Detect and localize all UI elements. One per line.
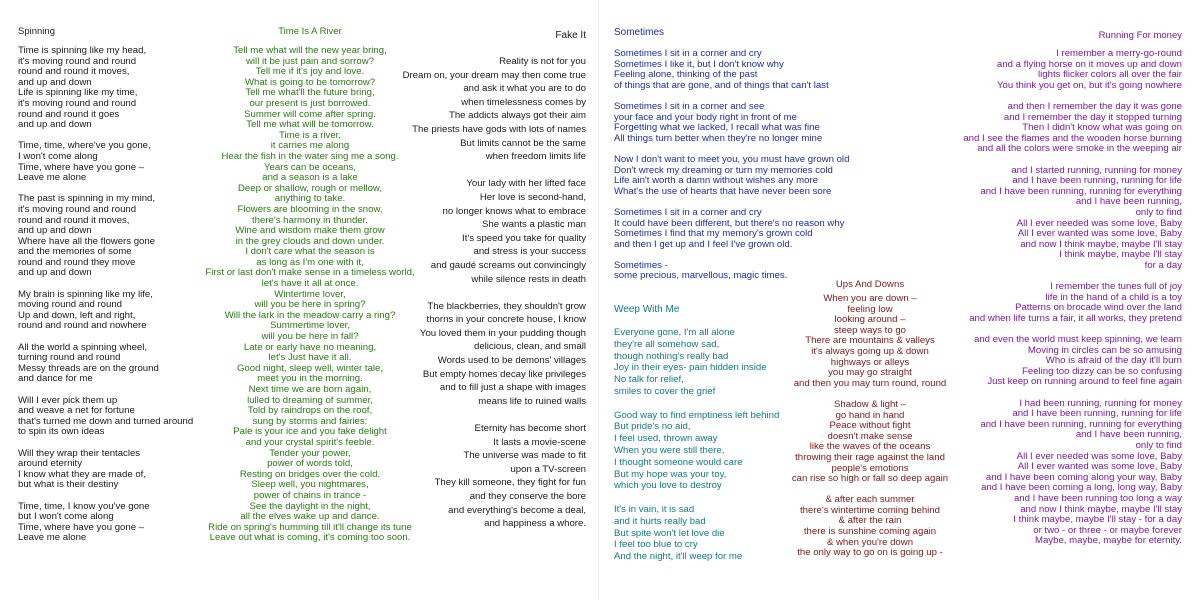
poem-line: the only way to go on is going up - <box>797 547 943 559</box>
poem-line: Will I ever pick them up <box>18 394 118 406</box>
poem-line: while silence rests in death <box>471 273 586 285</box>
poem-line: My brain is spinning like my life, <box>18 288 153 300</box>
poem-line: anything to take. <box>274 193 346 205</box>
poem-line: All I ever needed was some love, Baby <box>1016 217 1182 229</box>
poem-line: and I have been running too long a way <box>1013 492 1182 504</box>
poem-line: though nothing's really bad <box>614 350 729 362</box>
poem-lines-running-for-money <box>940 49 1182 547</box>
poem-title-ups-and-downs: Ups And Downs <box>835 279 905 290</box>
poem-title-time-is-a-river: Time Is A River <box>278 26 342 37</box>
poem-line: and now I think maybe, maybe I'll stay <box>1020 503 1182 515</box>
poem-line: Leave me alone <box>18 172 87 184</box>
poem-line: It's speed you take for quality <box>462 232 586 244</box>
poem-line: Sleep well, you nightmares, <box>251 479 369 491</box>
poem-line: I feel used, thrown away <box>614 433 718 445</box>
poem-line: and I have been coming along your way, Baby <box>985 471 1182 483</box>
poem-line: it's moving round and round <box>18 203 137 215</box>
poem-line: and it hurts really bad <box>614 515 706 527</box>
poem-line: When you are down – <box>823 293 917 304</box>
poem-line: Tell me if it's joy and love. <box>255 66 365 78</box>
poem-line: Just keep on running around to feel fine again <box>987 376 1182 388</box>
poem-line: All the world a spinning wheel, <box>18 341 148 353</box>
poem-line: The blackberries, they shouldn't grow <box>427 300 586 312</box>
poem-line: Will they wrap their tentacles <box>18 447 141 459</box>
poem-line: But spite won't let love die <box>614 527 725 539</box>
poem-title-sometimes: Sometimes <box>614 27 665 38</box>
poem-line: Ride on spring's humming till it'll change its tune <box>208 521 412 533</box>
poem-line: Told by raindrops on the roof, <box>247 405 373 417</box>
poem-line: The past is spinning in my mind, <box>18 193 156 205</box>
poem-line: Flowers are blooming in the snow, <box>237 203 383 215</box>
poem-line: Leave out what is coming, it's coming too soon. <box>209 532 411 544</box>
poem-line: Summertime lover, <box>270 320 350 332</box>
poem-line: & when you're down <box>826 536 914 548</box>
poem-line: Sometimes I sit in a corner and see <box>614 100 765 112</box>
poem-line: Sometimes I sit in a corner and cry <box>614 206 762 218</box>
poem-line: Up and down, left and right, <box>18 309 136 321</box>
poem-line: will you be here in fall? <box>261 331 359 343</box>
poem-line: Forgetting what we lacked, I recall what was fine <box>614 122 820 134</box>
poem-line: Your lady with her lifted face <box>466 178 586 190</box>
poem-line: steep ways to go <box>834 324 906 336</box>
poem-line: round and round it moves, <box>18 66 130 78</box>
poem-line: when freedom limits life <box>485 151 586 163</box>
poem-line: She wants a plastic man <box>482 219 586 231</box>
poem-line: they're all somehow sad, <box>614 338 720 350</box>
poem-line: Shadow & light – <box>834 398 906 410</box>
poem-line: What's the use of hearts that have never been sore <box>614 185 832 197</box>
poem-line: and all the colors were smoke in the weeping air <box>977 143 1182 155</box>
poem-line: round and round it goes <box>18 108 120 120</box>
poem-line: The universe was made to fit <box>463 450 586 462</box>
poem-line: Where have all the flowers gone <box>18 235 156 247</box>
poem-line: and up and down <box>18 225 92 237</box>
poem-line: moving round and round <box>18 299 123 311</box>
poem-line: Deep or shallow, rough or mellow, <box>238 182 382 194</box>
poem-line: and I remember the day it stopped turning <box>1003 111 1182 123</box>
poem-line: Resting on bridges over the cold. <box>239 468 381 480</box>
poem-title-spinning: Spinning <box>18 26 55 37</box>
poem-line: Leave me alone <box>18 532 87 544</box>
poem-line: and the memories of some <box>18 246 132 258</box>
poem-line: that's turned me down and turned around <box>18 415 194 427</box>
poem-line: But empty homes decay like privileges <box>422 368 586 380</box>
poem-line: Time is a river, <box>278 129 341 141</box>
poem-title-fake-it: Fake It <box>555 30 586 41</box>
poem-line: and I have been coming a long, long way, Baby <box>981 482 1182 494</box>
poem-line: and now I think maybe, maybe I'll stay <box>1020 238 1182 250</box>
poem-line: will you be here in spring? <box>254 299 366 311</box>
poem-line: Time, where have you gone – <box>18 521 145 533</box>
poem-line: Good night, sleep well, winter tale, <box>236 362 384 374</box>
poem-line: Time is spinning like my head, <box>18 45 147 56</box>
poem-line: round and round they move <box>18 256 136 268</box>
poem-line: Peace without fight <box>829 420 911 432</box>
poem-line: for a day <box>1144 259 1182 271</box>
poem-line: which you love to destroy <box>614 480 722 492</box>
poem-line: people's emotions <box>831 462 909 474</box>
poem-line: go hand in hand <box>835 409 905 421</box>
poem-line: and I have been running, running for life <box>1012 175 1182 187</box>
poem-title-running-for-money: Running For money <box>1098 30 1182 41</box>
poem-line: in the grey clouds and down under. <box>235 235 385 247</box>
poem-line: I don't care what the season is <box>245 246 375 258</box>
poem-lines-time-is-a-river <box>185 46 435 544</box>
poem-line: I had been running, running for money <box>1019 397 1182 409</box>
poem-line: feeling low <box>847 303 893 315</box>
poem-line: Then I didn't know what was going on <box>1022 122 1182 134</box>
poem-line: Eternity has become short <box>474 423 586 435</box>
poem-line: to spin its own ideas <box>18 426 105 438</box>
poem-line: and when life turns a fair, it all works, they pretend <box>969 312 1182 324</box>
poem-line <box>940 155 1182 166</box>
poem-line: and ask it what you are to do <box>463 83 586 95</box>
poem-line: No talk for relief, <box>614 374 684 386</box>
poem-line: & after each summer <box>825 494 915 506</box>
poem-line: Time, time, I know you've gone <box>18 500 150 512</box>
poem-line: Reality is not for you <box>499 56 586 67</box>
poem-line: & after the rain <box>838 515 902 527</box>
poem-line: I think maybe, maybe I'll stay - for a day <box>1013 514 1182 526</box>
poem-line: The addicts always got their aim <box>448 110 586 122</box>
poem-line: Patterns on brocade wind over the land <box>1015 302 1182 314</box>
poem-line: Time, where have you gone – <box>18 161 145 173</box>
poem-line: Life ain't worth a damn without wishes any more <box>614 175 818 187</box>
poem-line: You loved them in your pudding though <box>419 327 586 339</box>
poem-line: First or last don't make sense in a timeless world, <box>205 267 415 279</box>
poem-line <box>400 164 586 178</box>
poem-line: like the waves of the oceans <box>809 441 931 453</box>
poem-line: Don't wreck my dreaming or turn my memories cold <box>614 164 833 176</box>
poem-line: But my hope was your toy, <box>614 468 727 480</box>
poem-line: thorns in your concrete house, I know <box>426 314 586 326</box>
poem-line: Wine and wisdom make them grow <box>235 225 385 237</box>
poem-line: smiles to cover the grief <box>614 385 716 397</box>
poem-line: or two - or three - or maybe forever <box>1033 524 1182 536</box>
poem-line: Sometimes I like it, but I don't know why <box>614 58 784 70</box>
poem-line: and to fill just a shape with images <box>439 382 586 394</box>
poem-line: lights flicker colors all over the fair <box>1038 69 1182 81</box>
poem-line: I remember a merry-go-round <box>1056 48 1182 59</box>
poem-lines-fake-it <box>400 55 586 531</box>
poem-line: turning round and round <box>18 352 121 364</box>
poem-line: our present is just borrowed. <box>249 97 371 109</box>
poem-line: let's Just have it all. <box>268 352 352 364</box>
poem-line: power of words told, <box>267 458 353 470</box>
poem-line: Pale is your ice and you fake delight <box>233 426 387 438</box>
poem-line: But limits cannot be the same <box>460 137 586 149</box>
poem-line: I think maybe, maybe I'll stay <box>1059 249 1182 261</box>
poem-line: Her love is second-hand, <box>479 191 586 203</box>
poem-line: Dream on, your dream may then come true <box>402 69 586 81</box>
poem-line: Sometimes I sit in a corner and cry <box>614 48 762 59</box>
poem-line: means life to ruined walls <box>478 395 586 407</box>
poem-line: There are mountains & valleys <box>805 335 935 347</box>
poem-line: it's moving round and round <box>18 97 137 109</box>
poem-line: you may go straight <box>828 367 912 379</box>
poem-line: But pride's no aid, <box>614 421 691 433</box>
poem-line: Time, time, where've you gone, <box>18 140 151 152</box>
poem-line: only to find <box>1135 439 1182 451</box>
poem-line: and your crystal spirit's feeble. <box>245 436 375 448</box>
poem-line: It could have been different, but there's no reason why <box>614 217 845 229</box>
poem-line: You think you get on, but it's going nowhere <box>997 79 1182 91</box>
poem-line: I feel too blue to cry <box>614 539 698 551</box>
poem-line: Now I don't want to meet you, you must have grown old <box>614 153 850 165</box>
poem-line: and then I remember the day it was gone <box>1007 100 1182 112</box>
poem-line: All I ever needed was some love, Baby <box>1016 450 1182 462</box>
poem-line: Feeling too dizzy can be so confusing <box>1022 365 1182 377</box>
poem-line: I thought someone would care <box>614 456 743 468</box>
poem-line: Moving in circles can be so amusing <box>1027 344 1182 356</box>
poem-line: and even the world must keep spinning, we learn <box>974 334 1182 346</box>
poem-line: there is sunshine coming again <box>803 526 937 538</box>
poem-line: I know what they are made of, <box>18 468 146 480</box>
poem-line: and I have been running, running for everything <box>980 418 1182 430</box>
poem-line: it carries me along <box>270 140 350 152</box>
poem-line: doesn't make sense <box>827 430 913 442</box>
poem-line: The priests have gods with lots of names <box>412 123 586 135</box>
poem-line: and up and down <box>18 119 92 131</box>
poem-line: Feeling alone, thinking of the past <box>614 69 758 81</box>
poem-line: it's always going up & down <box>811 345 929 357</box>
poem-line: throwing their rage against the land <box>795 451 945 463</box>
poem-line: Good way to find emptiness left behind <box>614 409 780 421</box>
poem-line: It's in vain, it is sad <box>614 503 695 515</box>
poem-line <box>400 408 586 422</box>
poem-line: there's harmony in thunder. <box>252 214 368 226</box>
poem-line: can rise so high or fall so deep again <box>791 473 949 485</box>
poem-line: Late or early have no meaning, <box>243 341 377 353</box>
poem-line: there's wintertime coming behind <box>800 504 940 516</box>
poem-line: Maybe, maybe, maybe for eternity. <box>1035 535 1182 547</box>
poem-line: and I have been running, running for everything <box>980 185 1182 197</box>
poem-line: and I started running, running for money <box>1011 164 1182 176</box>
poem-line: and a season is a lake <box>262 172 358 184</box>
poem-line: Who is afraid of the day it'll burn <box>1045 355 1182 367</box>
poem-line: all the elves wake up and dance. <box>240 511 380 523</box>
poem-line: and I have been running, running for life <box>1012 408 1182 420</box>
poem-line: and gaudé screams out convincingly <box>430 259 586 271</box>
poem-lines-sometimes <box>614 49 884 282</box>
poem-line: Sometimes I find that my memory's grown cold <box>614 228 813 240</box>
poem-line: will it be just pain and sorrow? <box>246 55 374 67</box>
poem-line: Words used to be demons' villages <box>437 355 586 367</box>
poem-line: and a flying horse on it moves up and down <box>996 58 1182 70</box>
poem-line: I won't come along <box>18 150 98 162</box>
poem-line: and up and down <box>18 267 92 279</box>
page-fold <box>598 0 599 600</box>
poem-line: What is going to be tomorrow? <box>244 76 376 88</box>
poem-line: only to find <box>1135 206 1182 218</box>
poem-line: and I have been running, <box>1075 196 1182 208</box>
poem-line: Tender your power, <box>269 447 351 459</box>
poem-line: it's moving round and round <box>18 55 137 67</box>
poem-line: Tell me what'll the future bring, <box>245 87 375 99</box>
poem-line: let's have it all at once. <box>261 278 359 290</box>
poem-line: looking around – <box>834 314 906 326</box>
poem-title-weep-with-me: Weep With Me <box>614 304 680 315</box>
poem-line: and weave a net for fortune <box>18 405 135 417</box>
poem-line: around eternity <box>18 458 82 470</box>
poem-line: delicious, clean, and small <box>474 341 586 353</box>
poem-line: some precious, marvellous, magic times. <box>614 270 788 282</box>
poem-line: Tell me what will the new year bring, <box>233 45 387 56</box>
poem-line: See the daylight in the night, <box>249 500 371 512</box>
poem-line: They kill someone, they fight for fun <box>434 477 586 489</box>
poem-line: Messy threads are on the ground <box>18 362 159 374</box>
poem-line <box>400 286 586 300</box>
poem-line: and they conserve the bore <box>469 491 586 502</box>
poem-line <box>940 388 1182 399</box>
poem-line: Tell me what will be tomorrow. <box>246 119 374 131</box>
poem-line: All things turn better when they're no longer mine <box>614 132 823 144</box>
poem-line: meet you in the morning. <box>257 373 363 385</box>
poem-line: Summer will come after spring. <box>244 108 376 120</box>
poem-line: and dance for me <box>18 373 93 385</box>
poem-line: round and round it moves, <box>18 214 130 226</box>
poem-line: Joy in their eyes- pain hidden inside <box>614 362 767 374</box>
poem-line: your face and your body right in front of me <box>614 111 797 123</box>
poem-line: All I ever wanted was some love, Baby <box>1017 228 1182 240</box>
poem-line: and then you may turn round, round <box>793 377 947 389</box>
poem-line: and I see the flames and the wooden horse burning <box>963 132 1182 144</box>
poem-line: Wintertime lover, <box>274 288 346 300</box>
poem-line: and then I get up and I feel I've grown old. <box>614 238 793 250</box>
poem-line: no longer knows what to embrace <box>442 205 586 217</box>
poem-line: sung by storms and fairies: <box>252 415 368 427</box>
poem-line: Sometimes - <box>614 259 668 271</box>
poem-line: highways or alleys <box>830 356 910 368</box>
poem-line: but I won't come along <box>18 511 114 523</box>
poem-line: and I have been running, <box>1075 429 1182 441</box>
poem-line: upon a TV-screen <box>510 463 586 475</box>
poem-line: All I ever wanted was some love, Baby <box>1017 461 1182 473</box>
poem-line: of things that are gone, and of things that can't last <box>614 79 829 91</box>
poem-line: Life is spinning like my time, <box>18 87 138 99</box>
poem-line: and happiness a whore. <box>484 518 586 530</box>
poem-line: It lasts a movie-scene <box>493 436 586 448</box>
poem-line: and up and down <box>18 76 92 88</box>
poem-line: Will the lark in the meadow carry a ring? <box>224 309 396 321</box>
poem-line: Years can be oceans, <box>264 161 356 173</box>
poem-line: but what is their destiny <box>18 479 119 491</box>
poem-line: Next time we are born again, <box>248 384 372 395</box>
poem-line: and everything's become a deal, <box>448 504 586 516</box>
poem-line: I remember the tunes full of joy <box>1050 281 1182 293</box>
poem-line: When you were still there, <box>614 444 725 456</box>
poem-line: round and round and nowhere <box>18 320 147 332</box>
poem-line: power of chains in trance - <box>253 489 367 501</box>
poem-line: and stress is your success <box>473 246 586 258</box>
poem-line: lulled to dreaming of summer, <box>247 394 373 406</box>
poem-line: And the night, it'll weep for me <box>614 551 743 563</box>
poem-line: Hear the fish in the water sing me a song. <box>221 150 399 162</box>
poem-line: as long as I'm one with it, <box>256 256 364 268</box>
poem-line: life in the hand of a child is a toy <box>1045 291 1182 303</box>
poem-line: Everyone gone, I'm all alone <box>614 327 735 338</box>
poem-line: when timelessness comes by <box>461 96 586 108</box>
